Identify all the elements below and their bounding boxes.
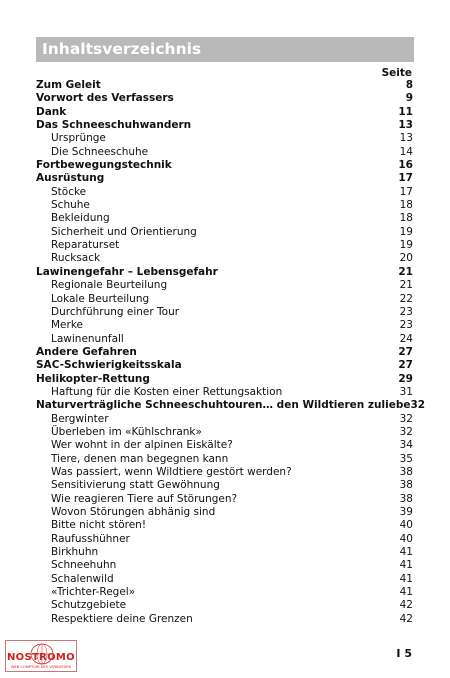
toc-entry-page: 42 bbox=[399, 612, 413, 625]
toc-entry bbox=[36, 226, 414, 239]
toc-entry-title: Ursprünge bbox=[51, 132, 106, 145]
toc-entry bbox=[36, 212, 414, 225]
toc-entry-title: Birkhuhn bbox=[51, 546, 99, 559]
toc-entry-title: Lawinenunfall bbox=[51, 332, 124, 345]
toc-entry-title: Sicherheit und Orientierung bbox=[51, 225, 197, 238]
toc-entry bbox=[36, 399, 426, 412]
toc-entry-page: 41 bbox=[399, 572, 413, 585]
toc-entry-page: 13 bbox=[398, 119, 413, 132]
toc-entry-title: Lawinengefahr – Lebensgefahr bbox=[36, 265, 218, 278]
toc-entry-title: Merke bbox=[51, 319, 84, 332]
toc-entry bbox=[36, 533, 414, 546]
toc-entry bbox=[36, 79, 414, 92]
logo-name: NOSTROMO bbox=[7, 652, 75, 663]
toc-entry-page: 11 bbox=[398, 105, 413, 118]
toc-entry bbox=[36, 119, 414, 132]
toc-entry bbox=[36, 346, 414, 359]
toc-entry-page: 9 bbox=[405, 92, 413, 105]
page-column-label: Seite bbox=[381, 67, 412, 79]
toc-entry bbox=[36, 106, 414, 119]
toc-entry-page: 38 bbox=[399, 492, 413, 505]
toc-entry-page: 23 bbox=[399, 319, 413, 332]
toc-entry bbox=[36, 186, 414, 199]
toc-entry-title: SAC-Schwierigkeitsskala bbox=[36, 359, 182, 372]
toc-entry-title: Bekleidung bbox=[51, 212, 110, 225]
toc-entry-page: 32 bbox=[399, 412, 413, 425]
toc-entry bbox=[36, 239, 414, 252]
toc-entry bbox=[36, 599, 414, 612]
toc-entry bbox=[36, 586, 414, 599]
toc-entry-title: Dank bbox=[36, 105, 67, 118]
logo-tagline: WEB COMPTOIR DES VOYAGEURS bbox=[10, 665, 72, 669]
toc-entry-title: Andere Gefahren bbox=[36, 345, 137, 358]
toc-entry bbox=[36, 159, 414, 172]
toc-entry bbox=[36, 266, 414, 279]
toc-entry-title: Bitte nicht stören! bbox=[51, 519, 147, 532]
toc-entry-title: Vorwort des Verfassers bbox=[36, 92, 174, 105]
toc-entry bbox=[36, 199, 414, 212]
toc-entry-title: Wie reagieren Tiere auf Störungen? bbox=[51, 492, 238, 505]
toc-entry-title: Bergwinter bbox=[51, 412, 109, 425]
toc-entry-page: 41 bbox=[399, 559, 413, 572]
toc-entry bbox=[36, 146, 414, 159]
toc-entry-title: Durchführung einer Tour bbox=[51, 305, 180, 318]
toc-entry bbox=[36, 559, 414, 572]
toc-entry-page: 42 bbox=[399, 599, 413, 612]
toc-entry bbox=[36, 92, 414, 105]
toc-entry-title: Was passiert, wenn Wildtiere gestört werden? bbox=[51, 465, 292, 478]
toc-entry-page: 18 bbox=[399, 199, 413, 212]
toc-entry-title: Ausrüstung bbox=[36, 172, 105, 185]
toc-entry-page: 32 bbox=[399, 425, 413, 438]
toc-entry bbox=[36, 359, 414, 372]
toc-entry-page: 8 bbox=[405, 79, 413, 91]
toc-entry bbox=[36, 493, 414, 506]
toc-entry bbox=[36, 466, 414, 479]
toc-entry-title: Reparaturset bbox=[51, 239, 120, 252]
toc-entry-title: Wer wohnt in der alpinen Eiskälte? bbox=[51, 439, 233, 452]
toc-entry-page: 41 bbox=[399, 546, 413, 559]
toc-entry-page: 34 bbox=[399, 439, 413, 452]
toc-entry-page: 22 bbox=[399, 292, 413, 305]
toc-entry-page: 19 bbox=[399, 239, 413, 252]
toc-entry-title: Rucksack bbox=[51, 252, 101, 265]
toc-entry bbox=[36, 306, 414, 319]
toc-entry-title: Lokale Beurteilung bbox=[51, 292, 150, 305]
toc-entry-page: 21 bbox=[398, 265, 413, 278]
toc-entry-page: 38 bbox=[399, 465, 413, 478]
toc-entry-page: 32 bbox=[410, 399, 426, 412]
toc-entry-page: 38 bbox=[399, 479, 413, 492]
toc-entry-page: 17 bbox=[399, 185, 413, 198]
toc-entry-title: Schuhe bbox=[51, 199, 90, 212]
toc-entry-page: 31 bbox=[399, 385, 413, 398]
toc-entry bbox=[36, 172, 414, 185]
toc-entry bbox=[36, 333, 414, 346]
toc-entry-page: 35 bbox=[399, 452, 413, 465]
toc-entry-title: Überleben im «Kühlschrank» bbox=[51, 425, 202, 438]
toc-title: Inhaltsverzeichnis bbox=[36, 37, 414, 62]
toc-entry-page: 27 bbox=[398, 345, 413, 358]
toc-entry-title: Respektiere deine Grenzen bbox=[51, 612, 193, 625]
toc-entry-page: 18 bbox=[399, 212, 413, 225]
toc-entry bbox=[36, 373, 414, 386]
toc-entry-title: Schutzgebiete bbox=[51, 599, 127, 612]
toc-entry bbox=[36, 279, 414, 292]
toc-entry-title: Fortbewegungstechnik bbox=[36, 159, 172, 172]
toc-entry-title: Sensitivierung statt Gewöhnung bbox=[51, 479, 220, 492]
toc-entry bbox=[36, 506, 414, 519]
toc-entry bbox=[36, 293, 414, 306]
toc-entry-page: 40 bbox=[399, 519, 413, 532]
toc-entry-page: 20 bbox=[399, 252, 413, 265]
toc-entry-title: Schneehuhn bbox=[51, 559, 117, 572]
toc-entry bbox=[36, 479, 414, 492]
toc-entry bbox=[36, 439, 414, 452]
toc-entry bbox=[36, 546, 414, 559]
toc-entry-title: Raufusshühner bbox=[51, 532, 130, 545]
nostromo-logo bbox=[5, 640, 77, 672]
toc-entry-title: Haftung für die Kosten einer Rettungsaktion bbox=[51, 385, 283, 398]
toc-entry-page: 41 bbox=[399, 586, 413, 599]
toc-entry bbox=[36, 573, 414, 586]
toc-entry-title: Schalenwild bbox=[51, 572, 114, 585]
toc-entry-title: Naturverträgliche Schneeschuhtouren… den Wildtieren zuliebe bbox=[36, 399, 411, 412]
toc-entry-title: Die Schneeschuhe bbox=[51, 145, 149, 158]
toc-entry-page: 16 bbox=[398, 159, 413, 172]
toc-entry-page: 40 bbox=[399, 532, 413, 545]
toc-entry bbox=[36, 319, 414, 332]
toc-entry-title: Regionale Beurteilung bbox=[51, 279, 168, 292]
toc-entry-page: 17 bbox=[398, 172, 413, 185]
table-of-contents bbox=[36, 79, 426, 626]
toc-entry bbox=[36, 519, 414, 532]
toc-entry-title: Stöcke bbox=[51, 185, 87, 198]
toc-entry-page: 23 bbox=[399, 305, 413, 318]
toc-entry bbox=[36, 132, 414, 145]
toc-entry bbox=[36, 386, 414, 399]
toc-entry-page: 21 bbox=[399, 279, 413, 292]
toc-entry bbox=[36, 252, 414, 265]
toc-entry-page: 27 bbox=[398, 359, 413, 372]
toc-entry-page: 19 bbox=[399, 225, 413, 238]
toc-entry-page: 14 bbox=[399, 145, 413, 158]
toc-entry-title: Zum Geleit bbox=[36, 79, 101, 91]
toc-entry bbox=[36, 453, 414, 466]
toc-entry-title: Helikopter-Rettung bbox=[36, 372, 150, 385]
toc-entry-title: Tiere, denen man begegnen kann bbox=[51, 452, 229, 465]
toc-entry bbox=[36, 413, 414, 426]
toc-entry-page: 24 bbox=[399, 332, 413, 345]
page-number: I 5 bbox=[396, 647, 412, 660]
toc-entry bbox=[36, 426, 414, 439]
toc-entry-page: 13 bbox=[399, 132, 413, 145]
toc-entry-title: «Trichter-Regel» bbox=[51, 586, 136, 599]
toc-entry-page: 39 bbox=[399, 506, 413, 518]
toc-entry-title: Wovon Störungen abhänig sind bbox=[51, 506, 216, 518]
toc-entry bbox=[36, 613, 414, 626]
toc-entry-title: Das Schneeschuhwandern bbox=[36, 119, 192, 132]
toc-entry-page: 29 bbox=[398, 372, 413, 385]
